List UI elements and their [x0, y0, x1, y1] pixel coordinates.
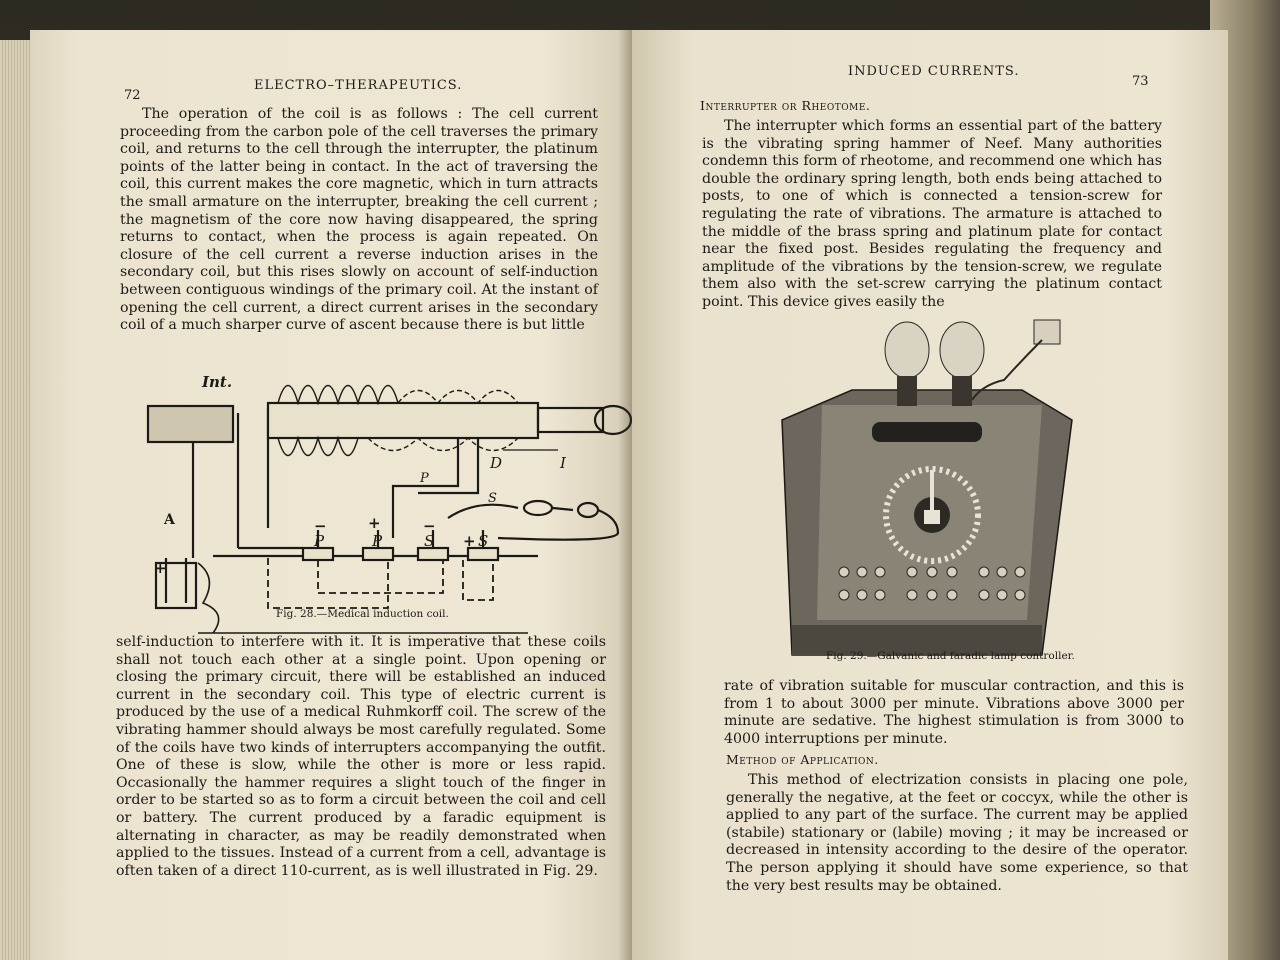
section-heading-interrupter: Interrupter or Rheotome. — [700, 98, 871, 113]
figure-29-caption: Fig. 29.—Galvanic and faradic lamp controller. — [826, 650, 1075, 662]
label-plus-cell: + — [154, 559, 167, 577]
right-paragraph-3: This method of electrization consists in placing one pole, generally the negative, at the feet or coccyx, while the other is applied to any part of the surface. The current may be applied (stabile) stationary or (labile) moving ; it may be increased or decreased in intensity according to the desire of the operator. The person applying it should have some experience, so that the very best results may be obtained. — [726, 772, 1188, 894]
label-p-1: P — [314, 532, 325, 550]
label-p-2: P — [372, 532, 383, 550]
label-plus-2: + — [368, 514, 381, 532]
label-minus-3: − — [423, 517, 436, 535]
right-page — [632, 30, 1228, 960]
right-paragraph-1: The interrupter which forms an essential part of the battery is the vibrating spring hammer of Neef. Many authorities condemn this form of rheotome, and recommend one which has double the ordinary spring length, both ends being attached to posts, to one of which is connected a tension-screw for regulating the rate of vibrations. The armature is attached to the middle of the brass spring and platinum plate for contact near the fixed post. Besides regulating the frequency and amplitude of the vibrations by the tension-screw, we regulate them also with the set-screw carrying the platinum contact point. This device gives easily the — [702, 118, 1162, 310]
label-s-1: S — [424, 532, 435, 550]
label-a: A — [164, 512, 175, 528]
label-i: I — [560, 454, 566, 472]
label-s-2: S — [478, 532, 489, 550]
label-plus-4: + — [463, 532, 476, 550]
page-number-right: 73 — [1132, 74, 1149, 89]
figure-28-caption: Fig. 28.—Medical induction coil. — [276, 608, 449, 620]
left-paragraph-1: The operation of the coil is as follows : The cell current proceeding from the carbon pole of the cell traverses the primary coil, and returns to the cell through the interrupter, the platinum points of the latter being in contact. In the act of traversing the coil, this current makes the core magnetic, which in turn attracts the small armature on the interrupter, breaking the cell current ; the magnetism of the core now having disappeared, the spring returns to contact, when the process is again repeated. On closure of the cell current a reverse induction arises in the secondary coil, but this rises slowly on account of self-induction between contiguous windings of the primary coil. At the instant of opening the cell current, a direct current arises in the secondary coil of a much sharper curve of ascent because there is but little — [120, 106, 598, 334]
label-d: D — [490, 454, 503, 472]
running-head-left: ELECTRO–THERAPEUTICS. — [254, 78, 463, 93]
label-minus-1: − — [314, 517, 327, 535]
left-paragraph-2: self-induction to interfere with it. It is imperative that these coils shall not touch each other at a single point. Upon opening or closing the primary circuit, there will be established an induced current in the secondary coil. This type of electric current is produced by the use of a medical Ruhmkorff coil. The screw of the vibrating hammer should always be most carefully regulated. Some of the coils have two kinds of interrupters accompanying the outfit. One of these is slow, while the other is more or less rapid. Occasionally the hammer requires a slight touch of the finger in order to be started so as to form a circuit between the coil and cell or battery. The current produced by a faradic equipment is alternating in character, as may be readily demonstrated when applied to the tissues. Instead of a current from a cell, advantage is often taken of a direct 110-current, as is well illustrated in Fig. 29. — [116, 634, 606, 879]
figure-29-lamp-controller — [772, 310, 1082, 670]
right-paragraph-2: rate of vibration suitable for muscular contraction, and this is from 1 to about 3000 per minute. Vibrations above 3000 per minute are sedative. The highest stimulation is from 3000 to 4000 interruptions per minute. — [724, 678, 1184, 747]
section-heading-method: Method of Application. — [726, 752, 879, 767]
label-p-wire: P — [420, 471, 429, 486]
label-int: Int. — [202, 373, 233, 391]
label-s-wire: S — [488, 491, 497, 506]
running-head-right: INDUCED CURRENTS. — [848, 64, 1020, 79]
page-number-left: 72 — [124, 88, 141, 103]
figure-28-induction-coil — [118, 368, 638, 638]
left-page — [30, 30, 632, 960]
